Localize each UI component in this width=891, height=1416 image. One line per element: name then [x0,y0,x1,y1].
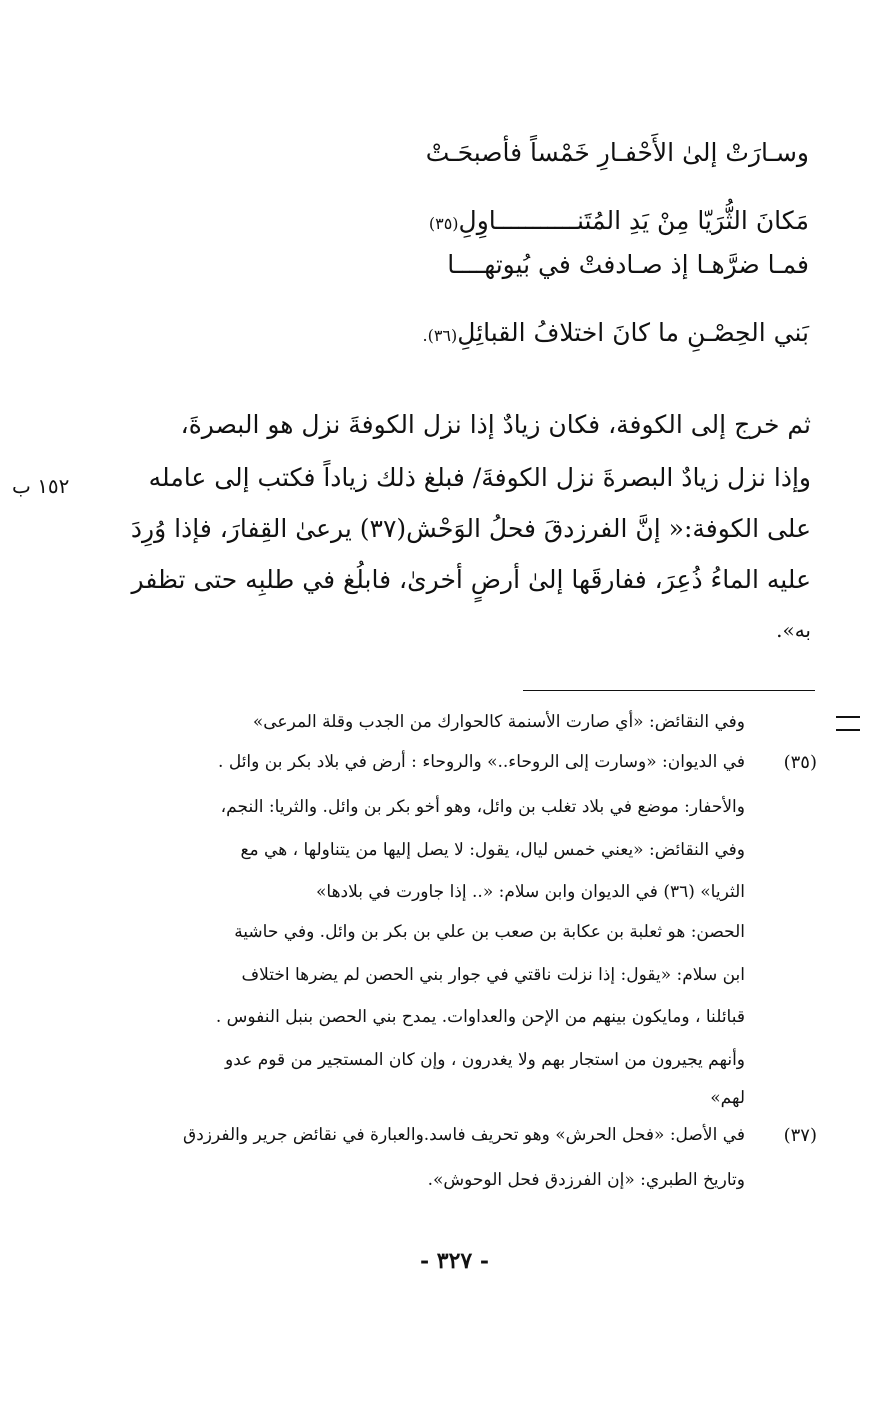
footnote-line-6: الحصن: هو ثعلبة بن عكابة بن صعب بن علي بن بكر بن وائل. وفي حاشية [234,922,745,942]
footnote-line-4: وفي النقائض: «يعني خمس ليال، يقول: لا يصل إليها من يتناولها ، هي مع [240,840,745,860]
prose-line-1: ثم خرج إلى الكوفة، فكان زيادٌ إذا نزل الكوفةَ نزل هو البصرةَ، [180,410,811,439]
verse-line-2-text: مَكانَ الثُّرَيّا مِنْ يَدِ المُتَنـــــــــــاوِلِ [458,206,809,235]
footnote-line-3: والأحفار: موضع في بلاد تغلب بن وائل، وهو أخو بكر بن وائل. والثريا: النجم، [220,797,745,817]
prose-line-4: عليه الماءُ ذُعِرَ، ففارقَها إلىٰ أرضٍ أخرىٰ، فابلُغ في طلبِه حتى تظفر [131,565,811,594]
verse-line-4-text: بَني الحِصْـنِ ما كانَ اختلافُ القبائِلِ [457,318,809,347]
page-number: - ٣٢٧ - [420,1248,490,1274]
footnote-number-37: (٣٧) [783,1125,817,1146]
verse-line-3: فمـا ضرَّهـا إذ صـادفتْ في بُيوتهــــا [447,250,809,279]
footnote-line-1: وفي النقائض: «أي صارت الأسنمة كالحوارك من الجدب وقلة المرعى» [252,712,745,732]
prose-line-2: وإذا نزل زيادٌ البصرةَ نزل الكوفةَ/ فبلغ ذلك زياداً فكتب إلى عامله [148,463,811,492]
verse-line-1: وسـارَتْ إلىٰ الأَحْفـارِ خَمْساً فأصبحَـتْ [425,138,809,167]
verse-line-2 [429,206,809,235]
footnote-line-12: وتاريخ الطبري: «إن الفرزدق فحل الوحوش». [427,1170,745,1190]
footnote-line-2: في الديوان: «وسارت إلى الروحاء..» والروحاء : أرض في بلاد بكر بن وائل . [218,752,745,772]
margin-equals-mark [836,716,860,731]
footnote-number-35: (٣٥) [783,752,817,773]
footnote-line-7: ابن سلام: «يقول: إذا نزلت ناقتي في جوار بني الحصن لم يضرها اختلاف [241,965,745,985]
footnote-line-9: وأنهم يجيرون من استجار بهم ولا يغدرون ، وإن كان المستجير من قوم عدو [225,1050,745,1070]
footnote-line-5: الثريا» (٣٦) في الديوان وابن سلام: «.. إذا جاورت في بلادها» [315,882,745,902]
prose-line-5: به». [776,618,811,642]
footnote-ref-36: (٣٦). [422,326,458,345]
footnote-ref-35: (٣٥) [428,214,459,233]
footnote-line-10: لهم» [710,1088,745,1108]
footnote-separator-rule [523,690,815,691]
footnote-line-11: في الأصل: «فحل الحرش» وهو تحريف فاسد.والعبارة في نقائض جرير والفرزدق [183,1125,745,1145]
manuscript-folio-note: ١٥٢ ب [12,474,70,498]
footnote-line-8: قبائلنا ، ومايكون بينهم من الإحن والعداوات. يمدح بني الحصن بنبل النفوس . [215,1007,745,1027]
verse-line-4 [423,318,810,347]
prose-line-3: على الكوفة:« إنَّ الفرزدقَ فحلُ الوَحْش(٣٧) يرعىٰ القِفارَ، فإذا وُرِدَ [130,514,811,543]
